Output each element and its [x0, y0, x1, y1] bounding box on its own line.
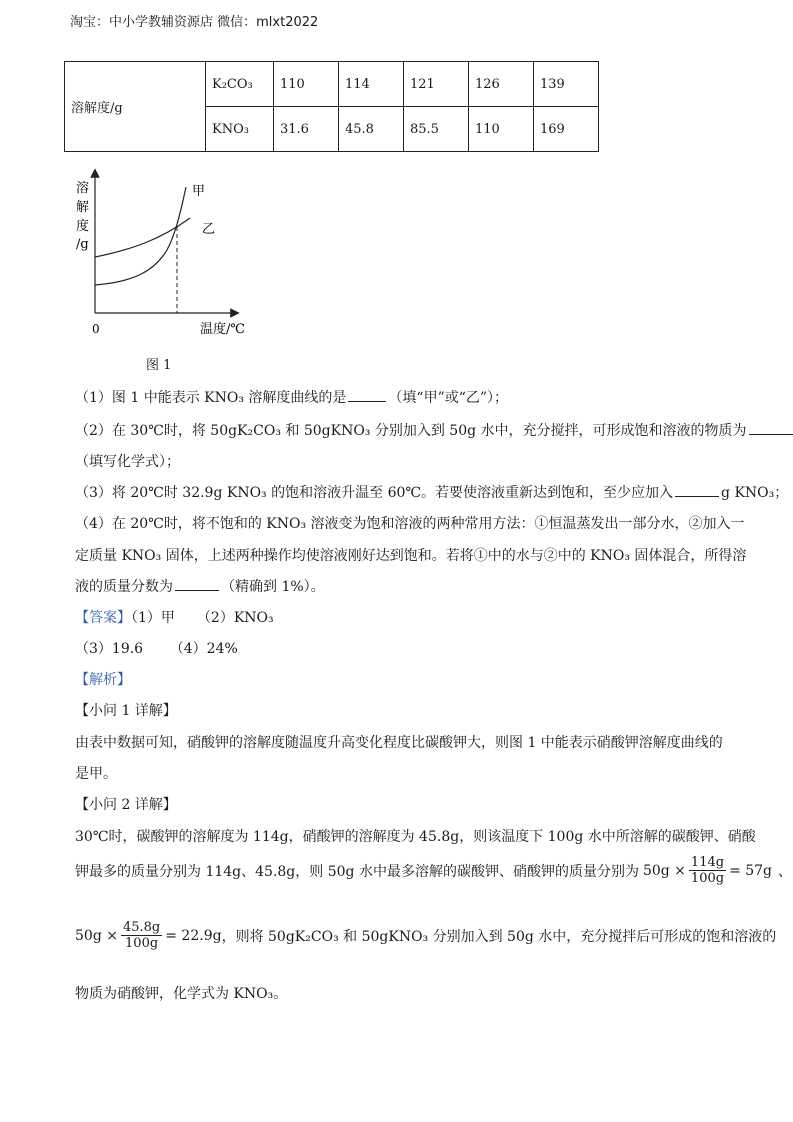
- formula-text: 50g ×: [642, 862, 686, 879]
- analysis-formula-line-2: [75, 920, 776, 951]
- curve-jia-label: 甲: [192, 184, 206, 199]
- page-header: 淘宝：中小学教辅资源店 微信：mlxt2022: [70, 15, 319, 30]
- table-cell: 85.5: [404, 107, 469, 152]
- curve-jia: [95, 187, 186, 285]
- table-cell: 139: [534, 62, 599, 107]
- table-cell: K₂CO₃: [206, 62, 274, 107]
- answer-blank: [175, 576, 219, 591]
- curve-yi: [95, 218, 190, 257]
- fraction-denominator: 100g: [690, 871, 725, 886]
- analysis-formula-line-1: [75, 855, 792, 886]
- solubility-table: [64, 61, 599, 152]
- fraction-numerator: 114g: [690, 855, 725, 870]
- solubility-figure: [60, 165, 260, 345]
- question-text: （2）在 30℃时，将 50gK₂CO₃ 和 50gKNO₃ 分别加入到 50g 水中，充分搅拌，可形成饱和溶液的物质为: [75, 423, 747, 439]
- curve-yi-label: 乙: [202, 222, 216, 237]
- formula-text: 50g ×: [75, 927, 118, 944]
- answer-line-2: （3）19.6 （4）24%: [75, 641, 238, 657]
- table-cell: 169: [534, 107, 599, 152]
- origin-label: 0: [92, 322, 100, 336]
- fraction-denominator: 100g: [125, 936, 159, 951]
- x-axis-label: 温度/℃: [200, 322, 245, 337]
- answer-tag: 【答案】: [75, 610, 131, 626]
- question-4-line-2: 定质量 KNO₃ 固体，上述两种操作均使溶液刚好达到饱和。若将①中的水与②中的 KNO₃ 固体混合，所得溶: [75, 548, 747, 564]
- analysis-text: ，则将 50gK₂CO₃ 和 50gKNO₃ 分别加入到 50g 水中，充分搅拌后可形成的饱和溶液的: [221, 928, 777, 945]
- y-label-char: 解: [76, 200, 90, 215]
- answer-text: （2）KNO₃: [196, 610, 274, 626]
- answer-blank: [348, 387, 386, 402]
- y-label-char: 度: [76, 219, 90, 234]
- table-cell: KNO₃: [206, 107, 274, 152]
- y-label-char: 溶: [76, 181, 90, 196]
- question-text: g KNO₃；: [721, 485, 789, 501]
- analysis-text: 、: [778, 863, 793, 880]
- question-4-line-3: [75, 576, 325, 596]
- question-1: [75, 387, 508, 407]
- table-cell: 45.8: [339, 107, 404, 152]
- analysis-tag: 【解析】: [75, 672, 131, 688]
- table-cell: 110: [469, 107, 534, 152]
- question-2-line-2: （填写化学式）；: [75, 454, 180, 470]
- figure-caption: 图 1: [146, 358, 172, 373]
- formula-text: = 22.9g: [165, 927, 222, 944]
- table-row-label: 溶解度/g: [65, 62, 206, 152]
- table-cell: 31.6: [274, 107, 339, 152]
- y-label-char: /g: [76, 237, 89, 252]
- question-2-line-1: [75, 420, 793, 440]
- analysis-text: 30℃时，碳酸钾的溶解度为 114g，硝酸钾的溶解度为 45.8g，则该温度下 100g 水中所溶解的碳酸钾、硝酸: [75, 829, 756, 845]
- table-cell: 114: [339, 62, 404, 107]
- analysis-text: 由表中数据可知，硝酸钾的溶解度随温度升高变化程度比碳酸钾大，则图 1 中能表示硝酸钾溶解度曲线的: [75, 735, 723, 751]
- question-text: （1）图 1 中能表示 KNO₃ 溶解度曲线的是: [75, 390, 347, 406]
- analysis-text: 钾最多的质量分别为 114g、45.8g，则 50g 水中最多溶解的碳酸钾、硝酸钾的质量分别为: [75, 863, 639, 880]
- formula-text: = 57g: [729, 862, 773, 879]
- answer-text: （1）甲: [131, 610, 175, 626]
- fraction: [121, 920, 162, 951]
- subquestion-2-title: 【小问 2 详解】: [75, 797, 177, 813]
- question-4-line-1: （4）在 20℃时，将不饱和的 KNO₃ 溶液变为饱和溶液的两种常用方法：①恒温蒸发出一部分水，②加入一: [75, 516, 745, 532]
- subquestion-1-title: 【小问 1 详解】: [75, 703, 177, 719]
- fraction-numerator: 45.8g: [122, 920, 161, 935]
- table-row: [65, 62, 599, 107]
- table-cell: 121: [404, 62, 469, 107]
- answer-blank: [749, 420, 793, 435]
- answer-blank: [675, 482, 719, 497]
- table-cell: 110: [274, 62, 339, 107]
- question-3: [75, 482, 788, 502]
- analysis-text: 是甲。: [75, 766, 117, 782]
- question-text: （3）将 20℃时 32.9g KNO₃ 的饱和溶液升温至 60℃。若要使溶液重新达到饱和，至少应加入: [75, 485, 674, 501]
- question-text: 液的质量分数为: [75, 579, 173, 595]
- table-cell: 126: [469, 62, 534, 107]
- question-text: （填“甲”或“乙”）；: [388, 390, 509, 406]
- answer-line-1: [75, 607, 274, 627]
- question-text: （精确到 1%）。: [221, 579, 325, 595]
- analysis-text: 物质为硝酸钾，化学式为 KNO₃。: [75, 986, 288, 1002]
- fraction: [689, 855, 726, 886]
